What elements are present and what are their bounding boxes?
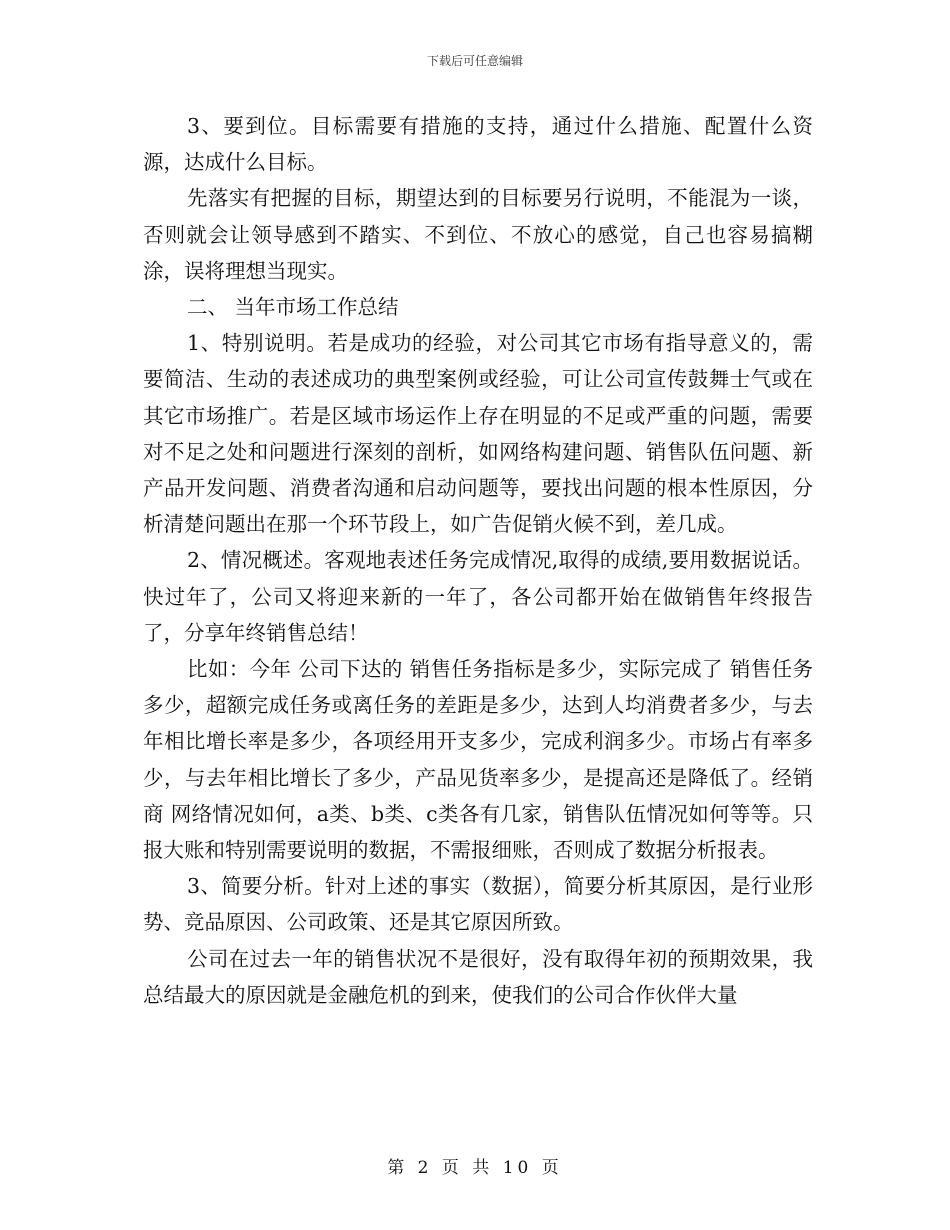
document-body: [143, 108, 813, 1013]
page-header: 下载后可任意编辑: [426, 54, 523, 68]
paragraph: 比如：今年 公司下达的 销售任务指标是多少，实际完成了 销售任务多少，超额完成任务或离任务的差距是多少，达到人均消费者多少，与去年相比增长率是多少，各项经用开支多少，完成利润多少。市场占有率多少，与去年相比增长了多少，产品见货率多少，是提高还是降低了。经销商 网络情况如何，a类、b类、c类各有几家，销售队伍情况如何等等。只报大账和特别需要说明的数据，不需报细账，否则成了数据分析报表。: [143, 657, 813, 863]
page-number: 第 2 页 共 10 页: [387, 1158, 563, 1178]
paragraph: 先落实有把握的目标，期望达到的目标要另行说明，不能混为一谈，否则就会让领导感到不踏实、不到位、不放心的感觉，自己也容易搞糊涂，误将理想当现实。: [143, 186, 813, 283]
paragraph: 1、特别说明。若是成功的经验，对公司其它市场有指导意义的，需要简洁、生动的表述成功的典型案例或经验，可让公司宣传鼓舞士气或在其它市场推广。若是区域市场运作上存在明显的不足或严重的问题，需要对不足之处和问题进行深刻的剖析，如网络构建问题、销售队伍问题、新产品开发问题、消费者沟通和启动问题等，要找出问题的根本性原因，分析清楚问题出在那一个环节段上，如广告促销火候不到，差几成。: [143, 331, 813, 537]
section-heading: 二、 当年市场工作总结: [187, 295, 399, 320]
paragraph: 3、要到位。目标需要有措施的支持，通过什么措施、配置什么资源，达成什么目标。: [143, 114, 813, 175]
paragraph: 2、情况概述。客观地表述任务完成情况,取得的成绩,要用数据说话。快过年了，公司又将迎来新的一年了，各公司都开始在做销售年终报告了，分享年终销售总结！: [143, 548, 813, 645]
paragraph: 3、简要分析。针对上述的事实（数据），简要分析其原因，是行业形势、竞品原因、公司政策、还是其它原因所致。: [143, 874, 813, 935]
paragraph: 公司在过去一年的销售状况不是很好，没有取得年初的预期效果，我总结最大的原因就是金融危机的到来，使我们的公司合作伙伴大量: [143, 946, 813, 1007]
